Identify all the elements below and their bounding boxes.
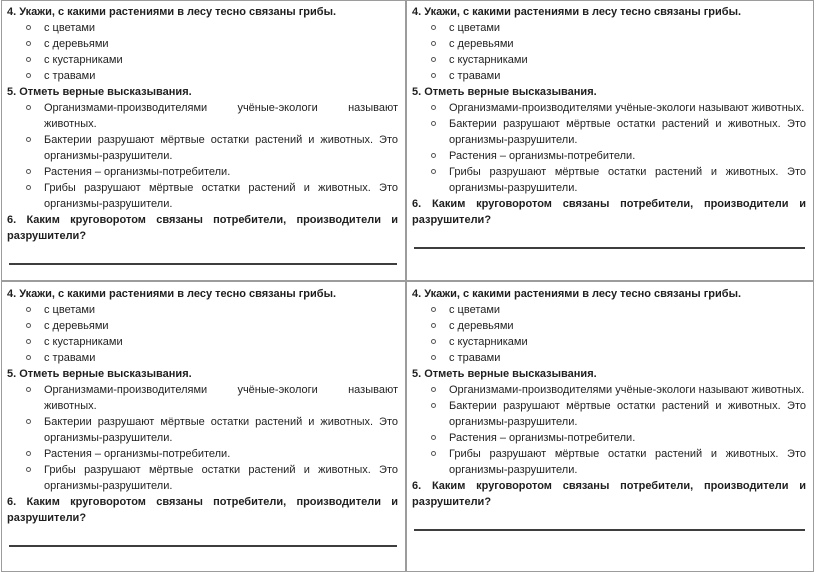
option-label: с кустарниками xyxy=(44,336,123,348)
option-label: с травами xyxy=(449,352,501,364)
option-item xyxy=(7,318,398,334)
circle-bullet-icon xyxy=(26,451,31,456)
circle-bullet-icon xyxy=(431,307,436,312)
circle-bullet-icon xyxy=(431,41,436,46)
statement-text: Бактерии разрушают мёртвые остатки растений и животных. Это организмы-разрушители. xyxy=(44,134,398,162)
statement-item xyxy=(412,382,806,398)
question-5-statements xyxy=(412,100,806,196)
statement-item xyxy=(7,164,398,180)
statement-item xyxy=(412,116,806,148)
worksheet-cell-top-left xyxy=(2,1,407,282)
question-6-title: 6. Каким круговоротом связаны потребители, производители и разрушители? xyxy=(7,496,398,524)
statement-text: Грибы разрушают мёртвые остатки растений и животных. Это организмы-разрушители. xyxy=(449,166,806,194)
question-5-title: 5. Отметь верные высказывания. xyxy=(412,368,597,380)
option-label: с кустарниками xyxy=(449,336,528,348)
question-5-statements xyxy=(412,382,806,478)
statement-text: Растения – организмы-потребители. xyxy=(44,166,231,178)
circle-bullet-icon xyxy=(431,323,436,328)
question-6-title: 6. Каким круговоротом связаны потребители, производители и разрушители? xyxy=(7,214,398,242)
circle-bullet-icon xyxy=(26,419,31,424)
option-item xyxy=(7,36,398,52)
option-label: с травами xyxy=(44,70,96,82)
option-label: с цветами xyxy=(449,304,501,316)
circle-bullet-icon xyxy=(26,57,31,62)
option-item xyxy=(412,334,806,350)
option-label: с кустарниками xyxy=(44,54,123,66)
question-4-title: 4. Укажи, с какими растениями в лесу тесно связаны грибы. xyxy=(7,6,337,18)
worksheet-cell-top-right xyxy=(407,1,813,282)
worksheet-cell-bottom-right xyxy=(407,282,813,571)
circle-bullet-icon xyxy=(26,387,31,392)
statement-text: Растения – организмы-потребители. xyxy=(449,432,636,444)
circle-bullet-icon xyxy=(431,121,436,126)
question-6-title: 6. Каким круговоротом связаны потребители, производители и разрушители? xyxy=(412,198,806,226)
question-5-title: 5. Отметь верные высказывания. xyxy=(7,86,192,98)
option-label: с травами xyxy=(44,352,96,364)
option-item xyxy=(412,68,806,84)
option-label: с деревьями xyxy=(44,38,109,50)
circle-bullet-icon xyxy=(431,403,436,408)
circle-bullet-icon xyxy=(26,25,31,30)
option-item xyxy=(7,20,398,36)
option-label: с деревьями xyxy=(449,320,514,332)
circle-bullet-icon xyxy=(431,339,436,344)
circle-bullet-icon xyxy=(431,355,436,360)
question-4-options xyxy=(412,20,806,84)
option-item xyxy=(7,350,398,366)
circle-bullet-icon xyxy=(26,323,31,328)
statement-text: Грибы разрушают мёртвые остатки растений и животных. Это организмы-разрушители. xyxy=(44,182,398,210)
circle-bullet-icon xyxy=(26,355,31,360)
option-label: с деревьями xyxy=(44,320,109,332)
statement-item xyxy=(412,148,806,164)
question-5-title: 5. Отметь верные высказывания. xyxy=(7,368,192,380)
answer-blank-line xyxy=(414,529,805,531)
option-item xyxy=(412,36,806,52)
statement-item xyxy=(7,132,398,164)
option-label: с цветами xyxy=(44,304,96,316)
option-label: с цветами xyxy=(44,22,96,34)
circle-bullet-icon xyxy=(431,435,436,440)
statement-item xyxy=(412,100,806,116)
option-label: с деревьями xyxy=(449,38,514,50)
statement-item xyxy=(412,398,806,430)
statement-item xyxy=(7,446,398,462)
answer-blank-line xyxy=(9,263,397,265)
statement-text: Бактерии разрушают мёртвые остатки растений и животных. Это организмы-разрушители. xyxy=(449,118,806,146)
statement-text: Организмами-производителями учёные-экологи называют животных. xyxy=(44,384,398,412)
question-6-title: 6. Каким круговоротом связаны потребители, производители и разрушители? xyxy=(412,480,806,508)
option-item xyxy=(7,334,398,350)
statement-text: Грибы разрушают мёртвые остатки растений и животных. Это организмы-разрушители. xyxy=(449,448,806,476)
option-item xyxy=(412,318,806,334)
option-item xyxy=(412,52,806,68)
statement-text: Организмами-производителями учёные-экологи называют животных. xyxy=(44,102,398,130)
circle-bullet-icon xyxy=(26,73,31,78)
question-4-options xyxy=(7,302,398,366)
circle-bullet-icon xyxy=(431,153,436,158)
question-4-options xyxy=(412,302,806,366)
statement-text: Растения – организмы-потребители. xyxy=(44,448,231,460)
circle-bullet-icon xyxy=(431,57,436,62)
statement-item xyxy=(7,462,398,494)
statement-text: Грибы разрушают мёртвые остатки растений и животных. Это организмы-разрушители. xyxy=(44,464,398,492)
option-item xyxy=(412,20,806,36)
worksheet-table xyxy=(1,0,814,572)
statement-item xyxy=(7,382,398,414)
statement-item xyxy=(412,164,806,196)
circle-bullet-icon xyxy=(431,73,436,78)
option-label: с кустарниками xyxy=(449,54,528,66)
circle-bullet-icon xyxy=(26,339,31,344)
circle-bullet-icon xyxy=(26,185,31,190)
option-item xyxy=(7,68,398,84)
statement-text: Бактерии разрушают мёртвые остатки растений и животных. Это организмы-разрушители. xyxy=(449,400,806,428)
question-4-title: 4. Укажи, с какими растениями в лесу тесно связаны грибы. xyxy=(412,6,742,18)
circle-bullet-icon xyxy=(431,105,436,110)
circle-bullet-icon xyxy=(431,25,436,30)
statement-text: Организмами-производителями учёные-экологи называют животных. xyxy=(449,102,805,114)
option-item xyxy=(412,302,806,318)
statement-item xyxy=(412,430,806,446)
statement-text: Организмами-производителями учёные-экологи называют животных. xyxy=(449,384,805,396)
question-5-title: 5. Отметь верные высказывания. xyxy=(412,86,597,98)
circle-bullet-icon xyxy=(26,105,31,110)
worksheet-cell-bottom-left xyxy=(2,282,407,571)
statement-item xyxy=(7,100,398,132)
circle-bullet-icon xyxy=(26,467,31,472)
option-item xyxy=(7,52,398,68)
option-label: с травами xyxy=(449,70,501,82)
statement-item xyxy=(7,180,398,212)
circle-bullet-icon xyxy=(26,137,31,142)
answer-blank-line xyxy=(9,545,397,547)
question-5-statements xyxy=(7,100,398,212)
option-item xyxy=(7,302,398,318)
circle-bullet-icon xyxy=(431,169,436,174)
answer-blank-line xyxy=(414,247,805,249)
question-4-options xyxy=(7,20,398,84)
question-5-statements xyxy=(7,382,398,494)
option-item xyxy=(412,350,806,366)
statement-text: Растения – организмы-потребители. xyxy=(449,150,636,162)
statement-item xyxy=(412,446,806,478)
circle-bullet-icon xyxy=(26,307,31,312)
question-4-title: 4. Укажи, с какими растениями в лесу тесно связаны грибы. xyxy=(7,288,337,300)
circle-bullet-icon xyxy=(431,387,436,392)
statement-text: Бактерии разрушают мёртвые остатки растений и животных. Это организмы-разрушители. xyxy=(44,416,398,444)
circle-bullet-icon xyxy=(26,169,31,174)
circle-bullet-icon xyxy=(431,451,436,456)
statement-item xyxy=(7,414,398,446)
circle-bullet-icon xyxy=(26,41,31,46)
question-4-title: 4. Укажи, с какими растениями в лесу тесно связаны грибы. xyxy=(412,288,742,300)
option-label: с цветами xyxy=(449,22,501,34)
